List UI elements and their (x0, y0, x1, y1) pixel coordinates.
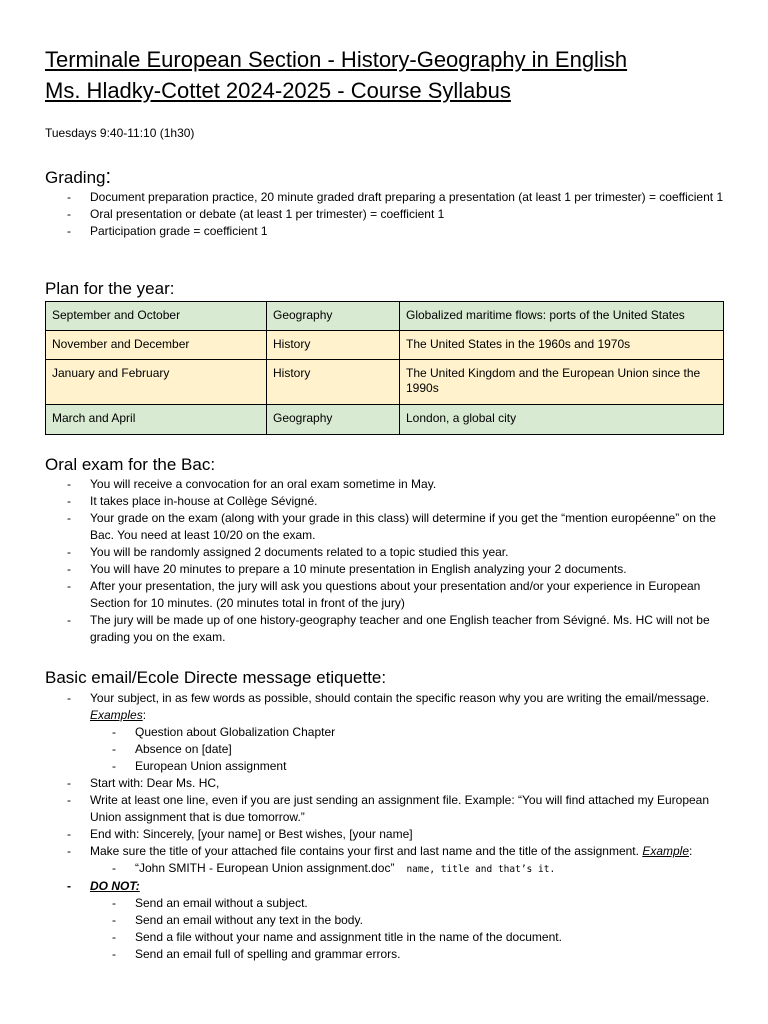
list-item: - Your grade on the exam (along with your grade in this class) will determine if you get the “mention européenne” on the Bac. You need at least 10/20 on the exam. (45, 510, 735, 544)
list-item: - Question about Globalization Chapter (90, 724, 735, 741)
subject-rule-text: Your subject, in as few words as possible, should contain the specific reason why you are writing the email/message. (90, 691, 710, 705)
list-item: - It takes place in-house at Collège Sévigné. (45, 493, 735, 510)
list-item: - Start with: Dear Ms. HC, (45, 775, 735, 792)
do-not-list (90, 895, 735, 963)
list-item: - Send a file without your name and assignment title in the name of the document. (90, 929, 735, 946)
list-item: - Send an email without any text in the body. (90, 912, 735, 929)
list-item: - You will be randomly assigned 2 documents related to a topic studied this year. (45, 544, 735, 561)
title-line-2: Ms. Hladky-Cottet 2024-2025 - Course Syllabus (45, 78, 511, 103)
oral-exam-list (45, 476, 735, 646)
oral-exam-heading: Oral exam for the Bac: (45, 455, 216, 474)
list-item: - You will have 20 minutes to prepare a 10 minute presentation in English analyzing your 2 documents. (45, 561, 735, 578)
examples-label: Examples (90, 708, 143, 722)
list-item: - Absence on [date] (90, 741, 735, 758)
subject-examples-list (90, 724, 735, 775)
file-example-list (90, 860, 735, 878)
title-line-1: Terminale European Section - History-Geography in English (45, 47, 628, 72)
table-row (46, 405, 724, 435)
grading-list (45, 189, 735, 240)
list-item: - Send an email full of spelling and grammar errors. (90, 946, 735, 963)
list-item (45, 843, 735, 878)
plan-heading: Plan for the year: (45, 279, 175, 298)
plan-table (45, 301, 724, 435)
list-item (45, 690, 735, 775)
table-row (46, 302, 724, 331)
list-item: - European Union assignment (90, 758, 735, 775)
file-example: “John SMITH - European Union assignment.doc” (135, 861, 395, 875)
period-cell: September and October (46, 302, 267, 331)
table-row (46, 360, 724, 405)
list-item (90, 860, 735, 878)
list-item: - The jury will be made up of one history-geography teacher and one English teacher from Sévigné. Ms. HC will not be grading you on the exam. (45, 612, 735, 646)
list-item: - End with: Sincerely, [your name] or Best wishes, [your name] (45, 826, 735, 843)
examples-colon: : (142, 708, 147, 722)
topic-cell: Globalized maritime flows: ports of the United States (400, 302, 724, 331)
example-label: Example (642, 844, 689, 858)
list-item: - After your presentation, the jury will ask you questions about your presentation and/or your experience in European Section for 10 minutes. (20 minutes total in front of the jury) (45, 578, 735, 612)
grading-heading-text: Grading (45, 168, 106, 187)
list-item: - Write at least one line, even if you are just sending an assignment file. Example: “You will find attached my European Union assignment that is due tomorrow.” (45, 792, 735, 826)
topic-cell: London, a global city (400, 405, 724, 435)
file-title-rule-text: Make sure the title of your attached file contains your first and last name and the title of the assignment. (90, 844, 639, 858)
do-not-label: DO NOT: (90, 879, 140, 893)
grading-heading-colon: : (105, 166, 112, 188)
list-item: - Oral presentation or debate (at least 1 per trimester) = coefficient 1 (45, 206, 735, 223)
list-item: - You will receive a convocation for an oral exam sometime in May. (45, 476, 735, 493)
example-colon: : (689, 844, 693, 858)
class-schedule: Tuesdays 9:40-11:10 (1h30) (45, 126, 195, 140)
email-etiquette-list (45, 690, 735, 963)
topic-cell: The United Kingdom and the European Union since the 1990s (400, 360, 724, 405)
topic-cell: The United States in the 1960s and 1970s (400, 331, 724, 360)
period-cell: March and April (46, 405, 267, 435)
table-row (46, 331, 724, 360)
period-cell: January and February (46, 360, 267, 405)
subject-cell: Geography (267, 302, 400, 331)
list-item: - Document preparation practice, 20 minute graded draft preparing a presentation (at least 1 per trimester) = coefficient 1 (45, 189, 735, 206)
file-example-note: name, title and that’s it. (406, 864, 556, 875)
list-item: - Send an email without a subject. (90, 895, 735, 912)
email-etiquette-heading: Basic email/Ecole Directe message etiquette: (45, 668, 387, 687)
list-item (45, 878, 735, 963)
subject-cell: History (267, 331, 400, 360)
list-item: - Participation grade = coefficient 1 (45, 223, 735, 240)
grading-heading (45, 166, 111, 189)
subject-cell: Geography (267, 405, 400, 435)
period-cell: November and December (46, 331, 267, 360)
subject-cell: History (267, 360, 400, 405)
